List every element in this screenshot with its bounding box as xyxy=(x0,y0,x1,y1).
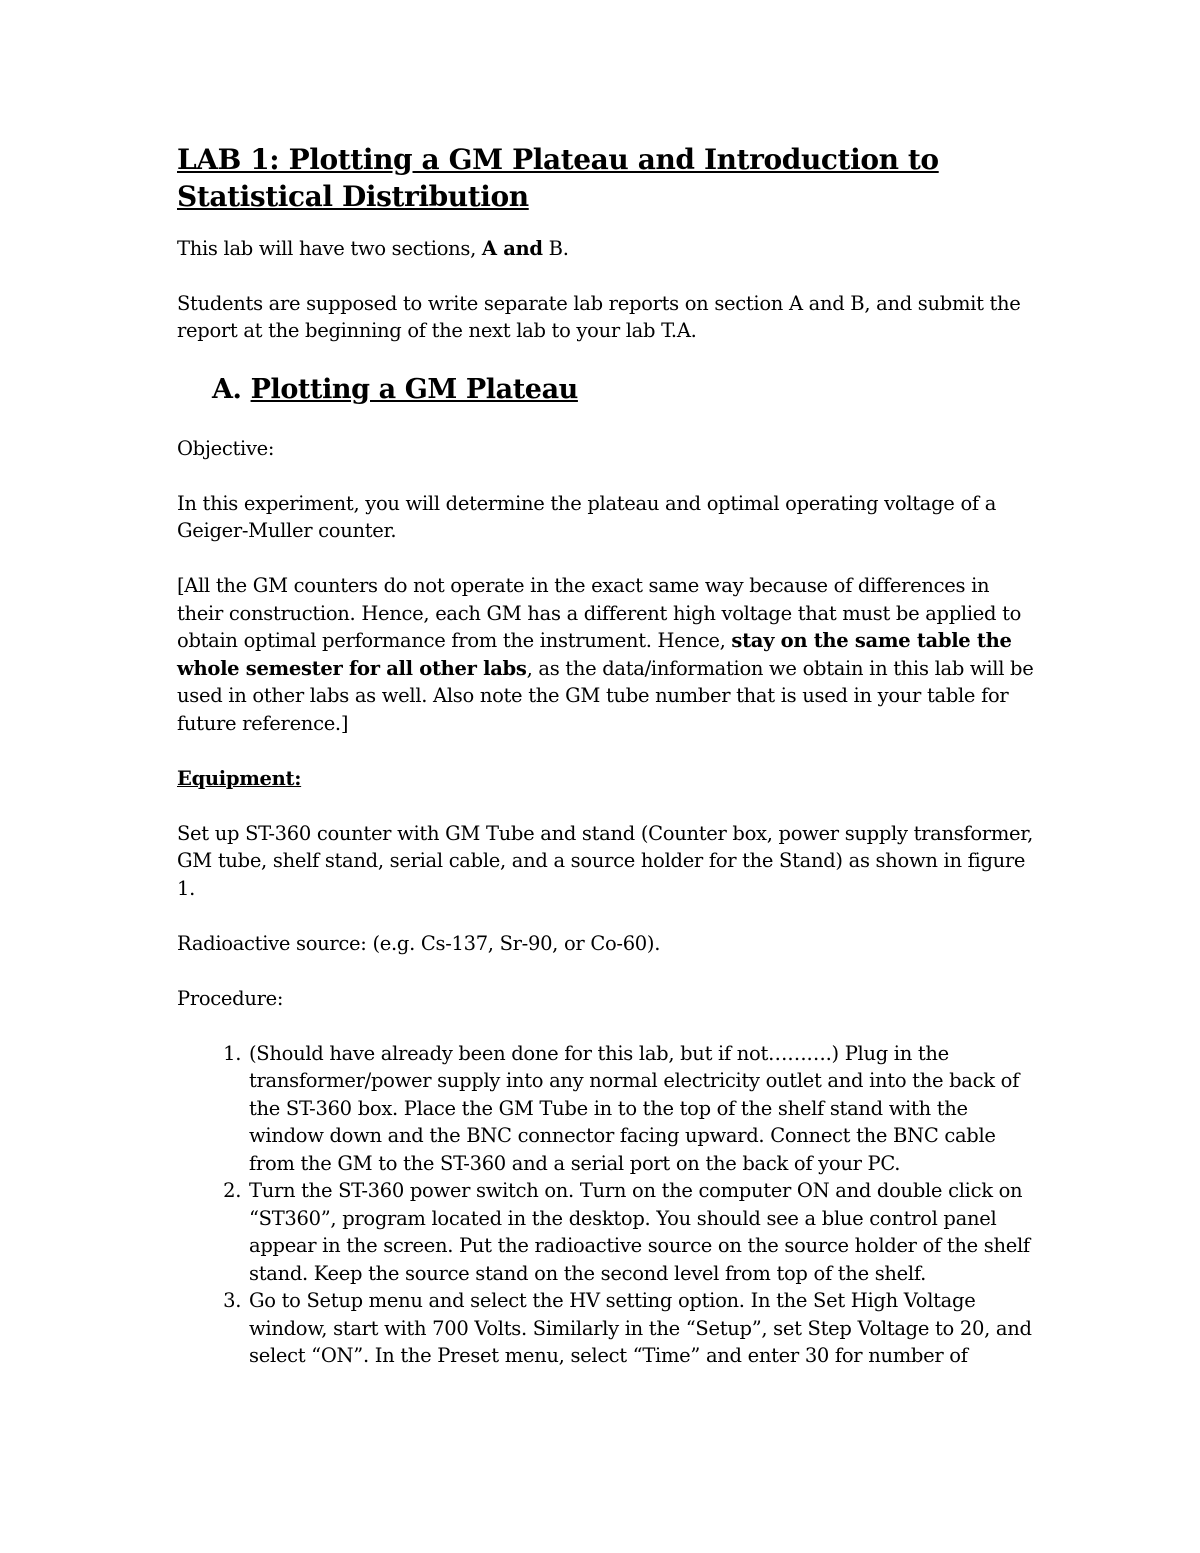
equipment-label: Equipment: xyxy=(177,766,302,790)
lab-title: LAB 1: Plotting a GM Plateau and Introduction to Statistical Distribution xyxy=(177,143,939,213)
procedure-step: 1. (Should have already been done for this lab, but if not……….) Plug in the transformer/power supply into any normal electricity outlet and into the back of the ST-360 box. Place the GM Tube in to the top of the shelf stand with the window down and the BNC connector facing upward. Connect the BNC cable from the GM to the ST-360 and a serial port on the back of your PC. xyxy=(247,1040,1037,1178)
note-text: [All the GM counters do not operate in the exact same way because of differences in their construction. Hence, each GM has a different high voltage that must be applied to obtain optimal performance from the instrument. Hence, xyxy=(177,574,1022,652)
objective-text: In this experiment, you will determine the plateau and optimal operating voltage of a Geiger-Muller counter. xyxy=(177,491,997,542)
equipment-heading xyxy=(177,765,1037,793)
document-body xyxy=(177,141,1037,1370)
objective-label: Objective: xyxy=(177,436,275,460)
equipment-text: Set up ST-360 counter with GM Tube and stand (Counter box, power supply transformer, GM tube, shelf stand, serial cable, and a source holder for the Stand) as shown in figure 1. xyxy=(177,821,1034,900)
note-bold: stay on the same table the whole semester for all other labs xyxy=(177,629,1012,680)
procedure-label: Procedure: xyxy=(177,986,284,1010)
section-a-heading xyxy=(212,360,1037,420)
section-a-title: Plotting a GM Plateau xyxy=(250,373,578,405)
procedure-step: 2. Turn the ST-360 power switch on. Turn on the computer ON and double click on “ST360”, program located in the desktop. You should see a blue control panel appear in the screen. Put the radioactive source on the source holder of the shelf stand. Keep the source stand on the second level from top of the shelf. xyxy=(247,1177,1037,1287)
note-text-end: , as the data/information we obtain in this lab will be used in other labs as well. Also note the GM tube number that is used in your table for future reference.] xyxy=(177,656,1034,735)
procedure-list xyxy=(177,1040,1037,1370)
intro-text: This lab will have two sections, xyxy=(177,237,482,260)
students-note: Students are supposed to write separate lab reports on section A and B, and submit the report at the beginning of the next lab to your lab T.A. xyxy=(177,291,1021,342)
section-a-prefix: A. xyxy=(212,373,242,405)
intro-text-end: B. xyxy=(542,237,569,260)
procedure-step: 3. Go to Setup menu and select the HV setting option. In the Set High Voltage window, start with 700 Volts. Similarly in the “Setup”, set Step Voltage to 20, and select “ON”. In the Preset menu, select “Time” and enter 30 for number of xyxy=(247,1287,1037,1370)
intro-bold: A and xyxy=(481,237,543,260)
intro-paragraph xyxy=(177,235,1037,263)
note-paragraph xyxy=(177,572,1037,737)
source-text: Radioactive source: (e.g. Cs-137, Sr-90, or Co-60). xyxy=(177,931,661,955)
